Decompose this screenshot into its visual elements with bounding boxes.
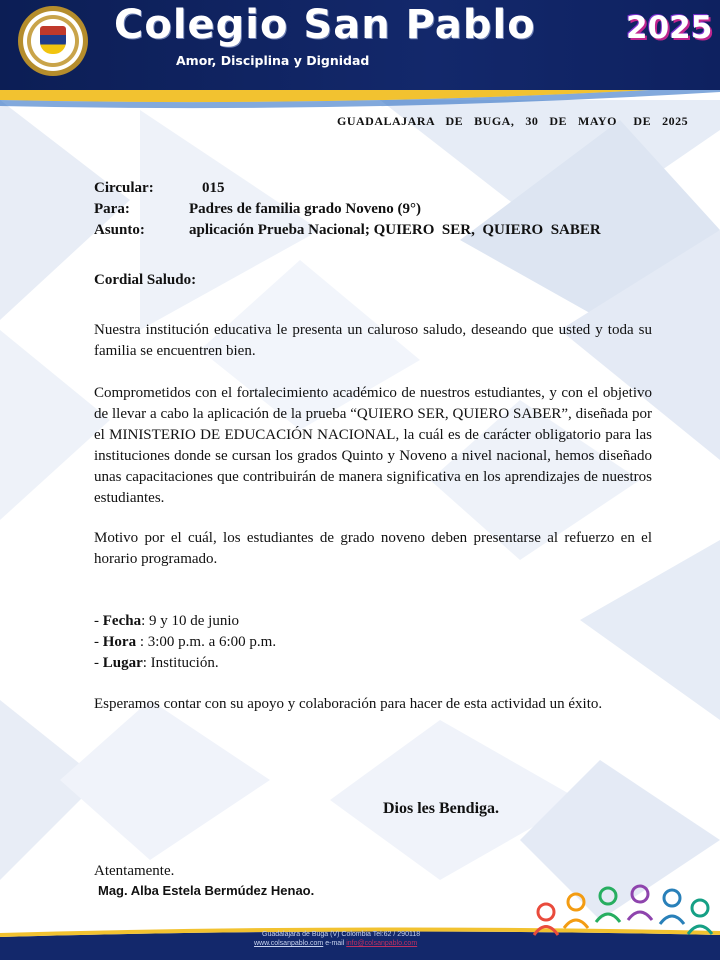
school-logo <box>18 6 88 76</box>
website-link[interactable]: www.colsanpablo.com <box>254 940 324 947</box>
detail-hora: - Hora : 3:00 p.m. a 6:00 p.m. <box>94 634 277 650</box>
hora-value: : 3:00 p.m. a 6:00 p.m. <box>136 634 277 650</box>
signer-name: Mag. Alba Estela Bermúdez Henao. <box>98 883 315 898</box>
fecha-label: Fecha <box>102 613 142 629</box>
asunto-label: Asunto: <box>94 222 145 238</box>
school-motto: Amor, Disciplina y Dignidad <box>176 53 370 68</box>
circular-label: Circular: <box>94 180 154 196</box>
fecha-value: : 9 y 10 de junio <box>141 613 239 629</box>
email-label: e-mail <box>325 940 345 947</box>
closing-salutation: Atentamente. <box>94 863 175 879</box>
detail-lugar: - Lugar: Institución. <box>94 655 219 671</box>
para-value: Padres de familia grado Noveno (9°) <box>189 201 421 217</box>
lugar-value: : Institución. <box>142 655 219 671</box>
footer-address: Guadalajara de Buga (V) Colombia Tel:62 / 290118 <box>262 931 421 938</box>
para-label: Para: <box>94 201 130 217</box>
school-name: Colegio San Pablo <box>114 2 536 48</box>
hora-label: Hora <box>102 634 137 650</box>
year-badge: 2025 <box>626 10 713 46</box>
footer <box>0 930 720 960</box>
paragraph-intro: Nuestra institución educativa le presenta un caluroso saludo, deseando que usted y toda su familia se encuentren bien. <box>94 322 652 359</box>
blessing: Dios les Bendiga. <box>383 800 500 817</box>
footer-contact <box>254 940 417 947</box>
paragraph-closing: Esperamos contar con su apoyo y colaboración para hacer de esta actividad un éxito. <box>94 696 603 712</box>
detail-fecha: - Fecha: 9 y 10 de junio <box>94 613 239 629</box>
email-link[interactable]: info@colsanpablo.com <box>346 940 418 947</box>
asunto-value: aplicación Prueba Nacional; QUIERO SER, QUIERO SABER <box>189 222 601 238</box>
logo-shield-icon <box>40 26 66 54</box>
schedule-details <box>94 611 276 674</box>
circular-value: 015 <box>202 180 225 196</box>
greeting: Cordial Saludo: <box>94 272 197 288</box>
paragraph-motive: Motivo por el cuál, los estudiantes de grado noveno deben presentarse al refuerzo en el horario programado. <box>94 530 652 567</box>
paragraph-purpose: Comprometidos con el fortalecimiento académico de nuestros estudiantes, y con el objetivo de llevar a cabo la aplicación de la prueba “QUIERO SER, QUIERO SABER”, diseñada por el MINISTERIO DE EDUCACIÓN NACIONAL, la cuál es de carácter obligatorio para las instituciones donde se cursan los grados Quinto y Noveno a nivel nacional, hemos diseñado unas capacitaciones que contribuirán de manera significativa en los aprendizajes de nuestros estudiantes. <box>94 385 652 506</box>
letter-date: GUADALAJARA DE BUGA, 30 DE MAYO DE 2025 <box>337 114 689 128</box>
lugar-label: Lugar <box>102 655 143 671</box>
